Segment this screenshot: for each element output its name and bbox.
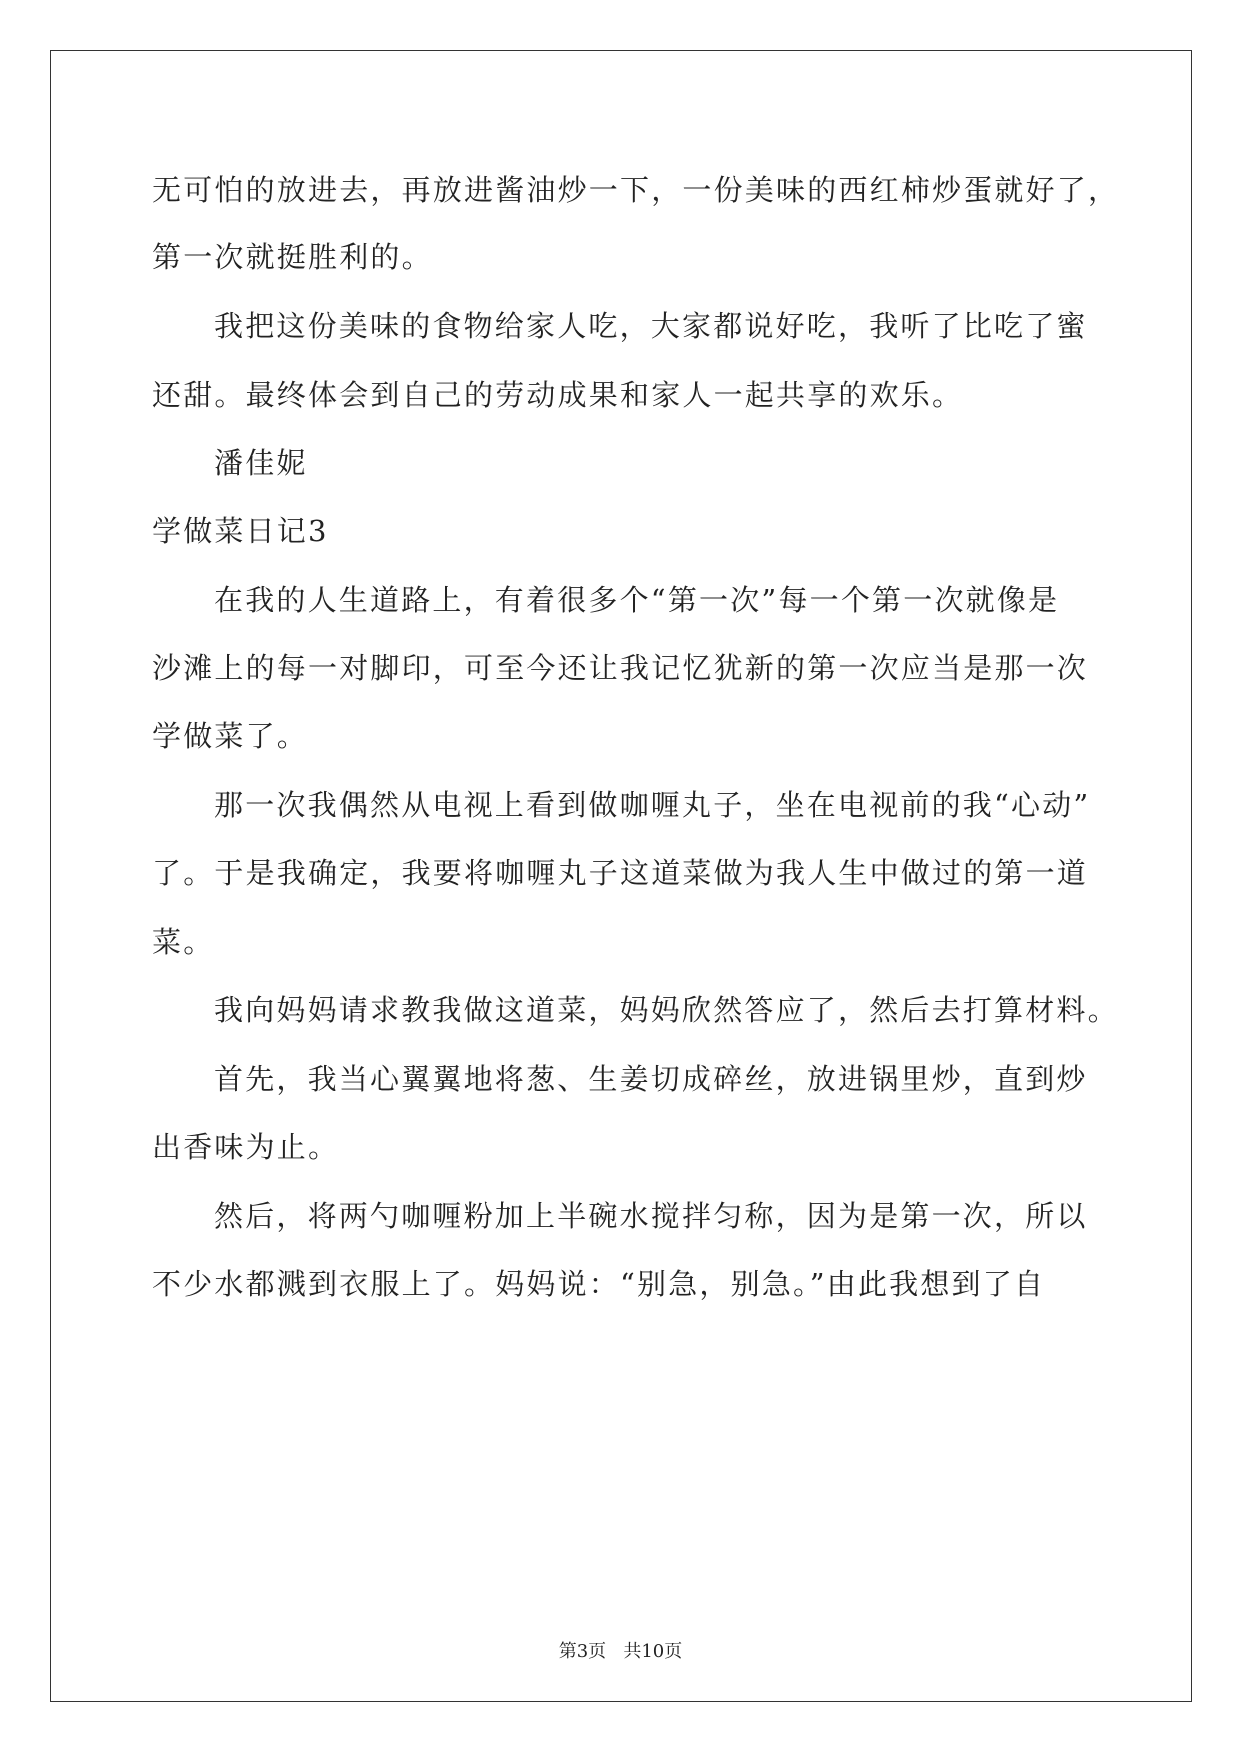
paragraph-start: 在我的人生道路上，有着很多个“第一次”每一个第一次就像是 xyxy=(214,583,1060,617)
paragraph-start: 然后，将两勺咖喱粉加上半碗水搅拌匀称，因为是第一次，所以 xyxy=(214,1199,1088,1233)
paragraph-start: 我把这份美味的食物给家人吃，大家都说好吃，我听了比吃了蜜 xyxy=(214,309,1088,343)
signature-name: 潘佳妮 xyxy=(214,446,308,480)
section-heading: 学做菜日记3 xyxy=(152,514,329,548)
paragraph-start: 那一次我偶然从电视上看到做咖喱丸子，坐在电视前的我“心动” xyxy=(214,788,1091,822)
text-line: 不少水都溅到衣服上了。妈妈说：“别急，别急。”由此我想到了自 xyxy=(152,1267,1046,1301)
page-number: 第3页 共10页 xyxy=(558,1641,683,1662)
text-line: 了。于是我确定，我要将咖喱丸子这道菜做为我人生中做过的第一道 xyxy=(152,856,1089,890)
text-line: 无可怕的放进去，再放进酱油炒一下，一份美味的西红柿炒蛋就好了， xyxy=(152,173,1120,207)
text-line: 沙滩上的每一对脚印，可至今还让我记忆犹新的第一次应当是那一次 xyxy=(152,651,1089,685)
text-line: 还甜。最终体会到自己的劳动成果和家人一起共享的欢乐。 xyxy=(152,378,964,412)
text-line: 学做菜了。 xyxy=(152,719,309,753)
text-line: 出香味为止。 xyxy=(152,1130,340,1164)
paragraph-start: 首先，我当心翼翼地将葱、生姜切成碎丝，放进锅里炒，直到炒 xyxy=(214,1062,1088,1096)
text-line: 第一次就挺胜利的。 xyxy=(152,240,433,274)
paragraph-start: 我向妈妈请求教我做这道菜，妈妈欣然答应了，然后去打算材料。 xyxy=(214,993,1119,1027)
text-line: 菜。 xyxy=(152,925,215,959)
